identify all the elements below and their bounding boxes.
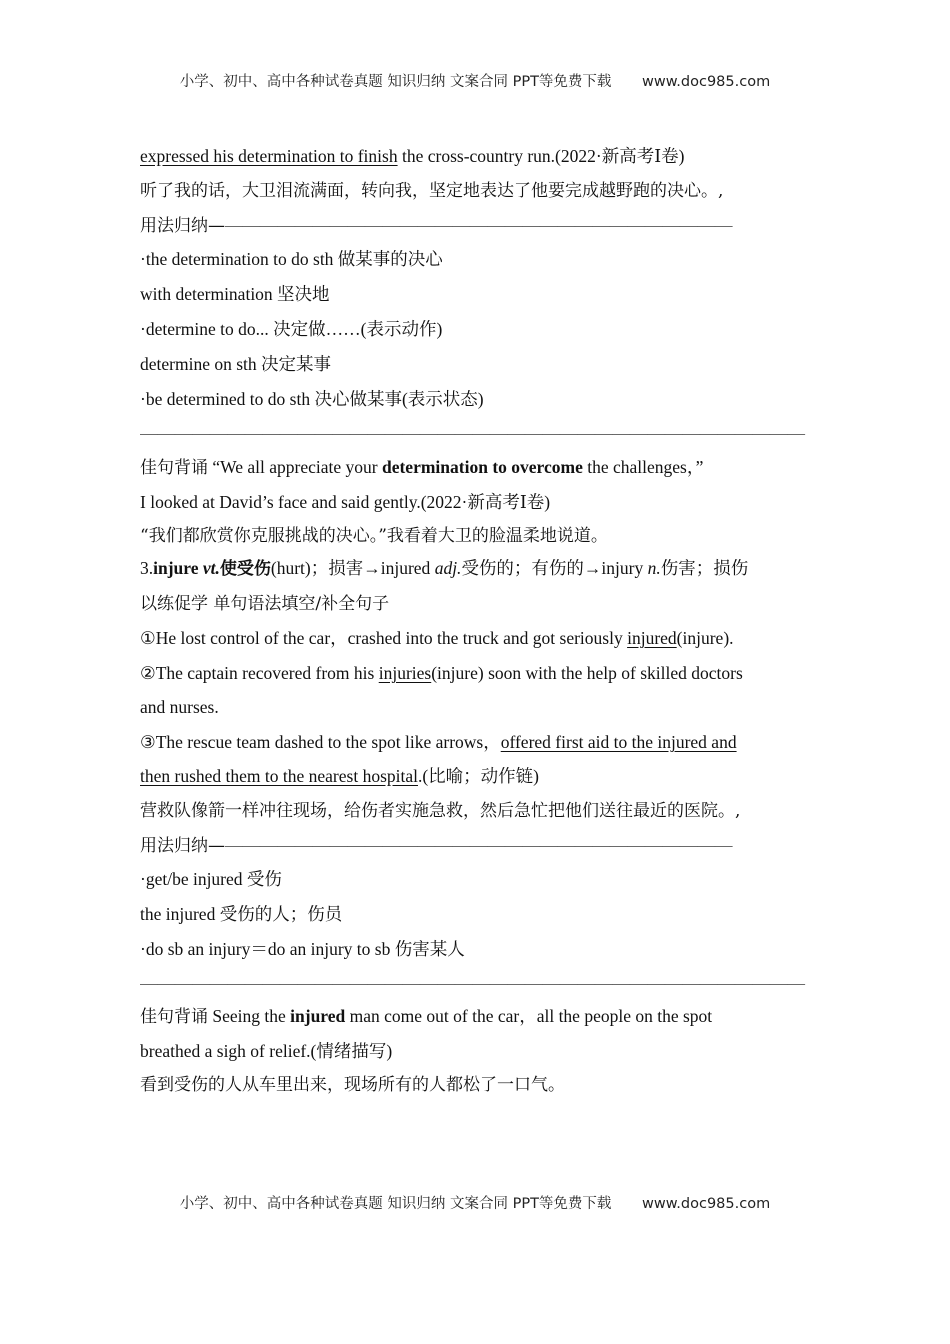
usage-item: ·be determined to do sth 决心做某事(表示状态) (140, 389, 484, 409)
practice-desc: 单句语法填空/补全句子 (208, 594, 390, 614)
usage-item: with determination 坚决地 (140, 284, 330, 304)
page-header (0, 70, 950, 91)
exercise-text: .(比喻；动作链) (417, 766, 540, 786)
exercise-text: ③The rescue team dashed to the spot like arrows， (140, 732, 501, 752)
exercise-text: ②The captain recovered from his (140, 663, 379, 683)
quote-post: man come out of the car，all the people on the spot (345, 1006, 713, 1026)
underlined-answer: expressed his determination to finish (140, 146, 398, 166)
page-footer (0, 1192, 950, 1213)
quote-post: the challenges，” (582, 457, 704, 477)
usage-item: ·the determination to do sth 做某事的决心 (140, 249, 443, 269)
entry-pos: vt. (198, 558, 220, 578)
quote-line2: I looked at David’s face and said gently.(2022·新高考Ⅰ卷) (140, 492, 551, 512)
usage-item: ·do sb an injury＝do an injury to sb 伤害某人 (140, 939, 465, 959)
footer-url[interactable]: www.doc985.com (642, 1196, 771, 1212)
example-translation: 听了我的话，大卫泪流满面，转向我，坚定地表达了他要完成越野跑的决心。, (140, 181, 724, 201)
quote-line2: breathed a sigh of relief.(情绪描写) (140, 1041, 393, 1061)
practice-label: 以练促学 (140, 594, 208, 614)
exercise-2-line2: and nurses. (140, 697, 219, 717)
section-divider: —————————————————————————————————————— (140, 423, 805, 443)
header-text: 小学、初中、高中各种试卷真题 知识归纳 文案合同 PPT等免费下载 (179, 74, 612, 90)
quote-pre: “We all appreciate your (208, 457, 382, 477)
entry-word: injure (153, 558, 199, 578)
exercise-3-translation: 营救队像箭一样冲往现场，给伤者实施急救，然后急忙把他们送往最近的医院。, (140, 801, 741, 821)
usage-heading (140, 833, 830, 858)
footer-text: 小学、初中、高中各种试卷真题 知识归纳 文案合同 PPT等免费下载 (179, 1196, 612, 1212)
quote-label: 佳句背诵 (140, 458, 208, 478)
quote-translation: “我们都欣赏你克服挑战的决心。”我看着大卫的脸温柔地说道。 (140, 526, 608, 546)
usage-label: 用法归纳— (140, 836, 225, 856)
exercise-answer: injured (627, 628, 677, 648)
entry-rest-b: 受伤的；有伤的→injury (461, 558, 648, 578)
word-entry-injure (140, 556, 830, 581)
header-url[interactable]: www.doc985.com (642, 74, 771, 90)
exercise-answer: injuries (378, 663, 432, 683)
exercise-text: (injure) soon with the help of skilled doctors (431, 663, 743, 683)
usage-item: ·determine to do... 决定做……(表示动作) (140, 319, 443, 339)
practice-heading (140, 591, 830, 616)
example-sentence-line1 (140, 144, 830, 168)
usage-label: 用法归纳— (140, 216, 225, 236)
usage-item: the injured 受伤的人；伤员 (140, 904, 343, 924)
exercise-2 (140, 661, 830, 685)
section-divider: —————————————————————————————————————— (140, 973, 805, 993)
exercise-text: ①He lost control of the car，crashed into the truck and got seriously (140, 628, 628, 648)
quote-keyword: injured (290, 1006, 346, 1026)
entry-rest-a: (hurt)；损害→injured (270, 558, 435, 578)
exercise-3 (140, 730, 830, 754)
usage-dash: ————————————————————————————— (225, 215, 733, 235)
exercise-answer: then rushed them to the nearest hospital (140, 766, 418, 786)
exercise-answer: offered first aid to the injured and (500, 732, 737, 752)
quote-label: 佳句背诵 (140, 1007, 208, 1027)
usage-heading (140, 213, 830, 238)
usage-item: determine on sth 决定某事 (140, 354, 332, 374)
entry-meaning: 使受伤 (219, 559, 271, 579)
entry-adj: adj. (434, 558, 462, 578)
quote-line1 (140, 455, 830, 480)
exercise-text: (injure). (676, 628, 734, 648)
usage-item: ·get/be injured 受伤 (140, 869, 282, 889)
exercise-3-line2 (140, 764, 830, 788)
exercise-1 (140, 626, 830, 650)
quote-translation: 看到受伤的人从车里出来，现场所有的人都松了一口气。 (140, 1075, 565, 1095)
quote-keyword: determination to overcome (381, 457, 583, 477)
entry-number: 3. (140, 558, 154, 578)
usage-dash: ————————————————————————————— (225, 835, 733, 855)
sentence-rest: the cross-country run.(2022·新高考Ⅰ卷) (397, 146, 685, 166)
entry-n: n. (647, 558, 661, 578)
quote-line1 (140, 1004, 830, 1029)
entry-rest-c: 伤害；损伤 (660, 558, 749, 578)
quote-pre: Seeing the (208, 1006, 291, 1026)
